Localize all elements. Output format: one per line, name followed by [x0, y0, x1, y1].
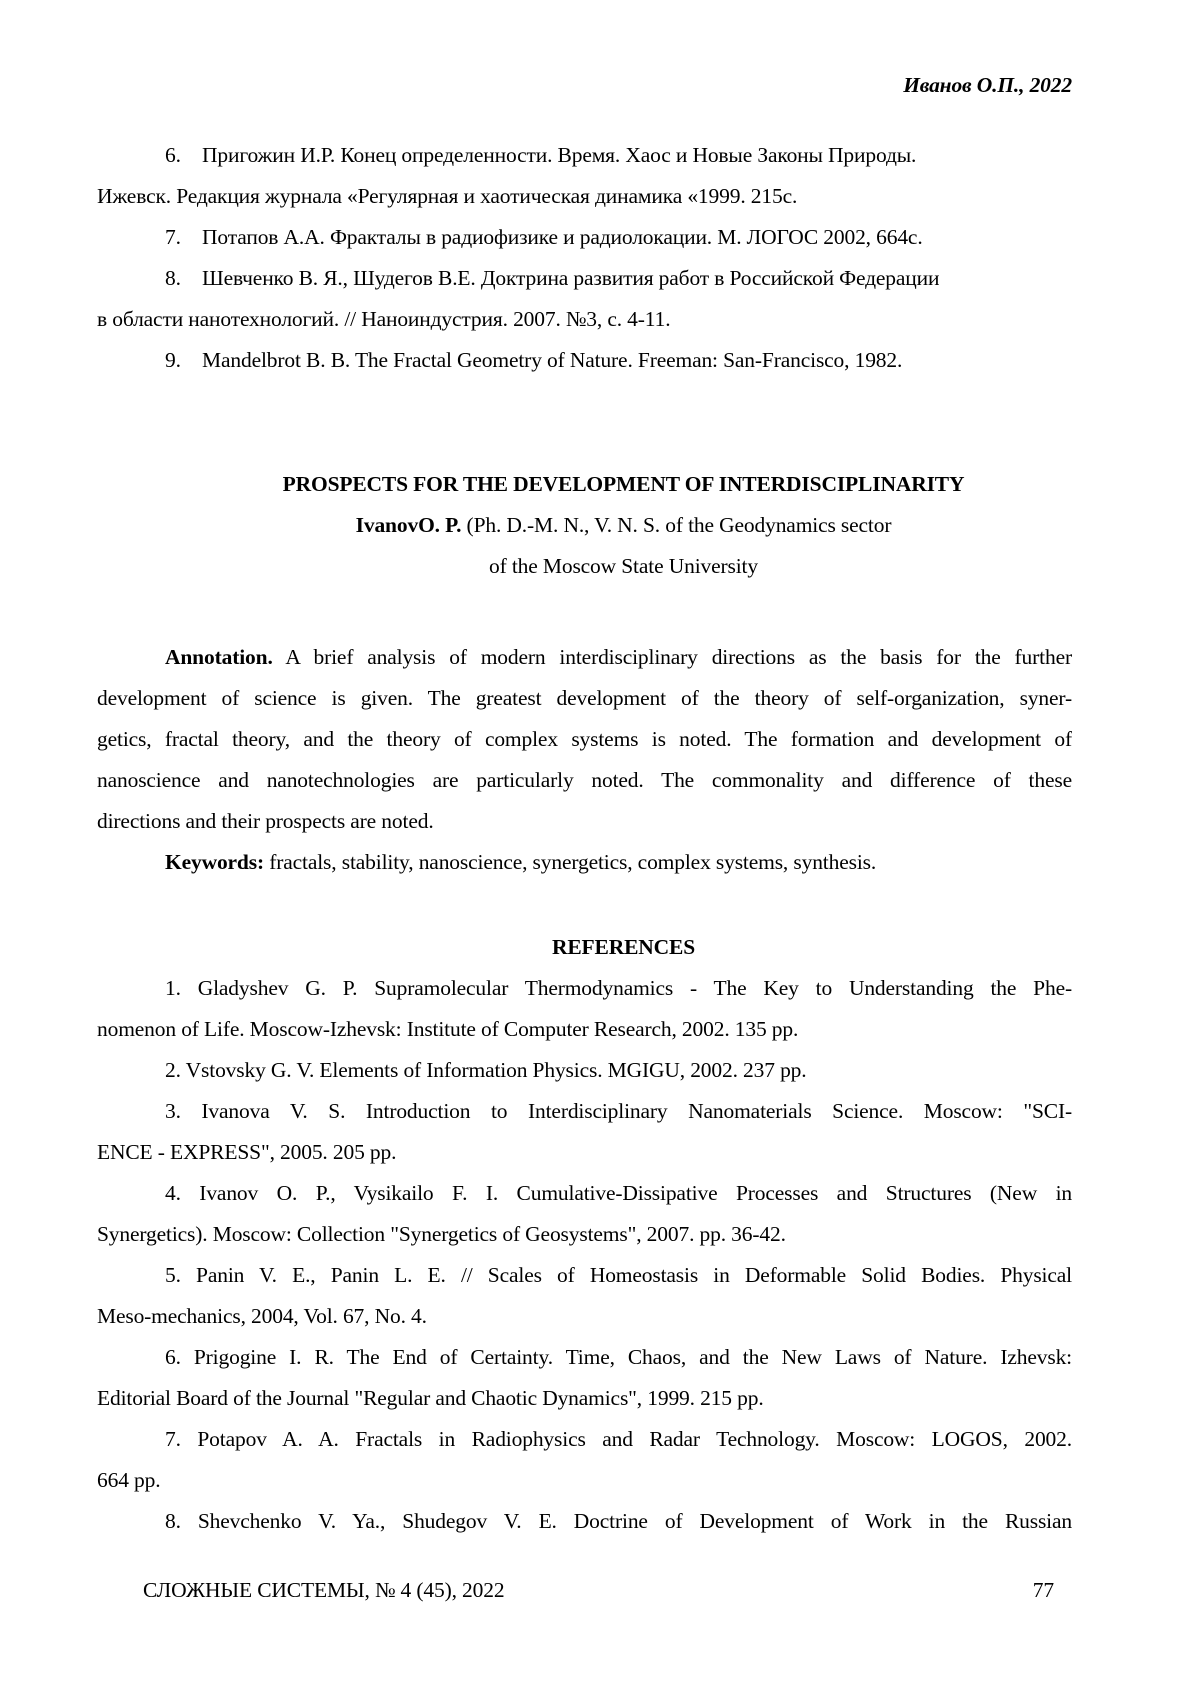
- text-line: REFERENCES: [551, 935, 696, 959]
- footer-journal: СЛОЖНЫЕ СИСТЕМЫ, № 4 (45), 2022: [143, 1578, 505, 1602]
- text-line: nomenon of Life. Moscow-Izhevsk: Institute of Computer Research, 2002. 135 pp.: [97, 1017, 799, 1041]
- header-author: [97, 65, 1072, 106]
- text-line: Editorial Board of the Journal "Regular and Chaotic Dynamics", 1999. 215 pp.: [97, 1386, 764, 1410]
- text-line: of the Moscow State University: [489, 554, 758, 578]
- text-line: Ижевск. Редакция журнала «Регулярная и хаотическая динамика «1999. 215с.: [97, 184, 798, 208]
- article-title-block: [97, 464, 1072, 587]
- english-references-1-8: [97, 968, 1072, 1542]
- text-line: 7. Potapov A. A. Fractals in Radiophysics and Radar Technology. Moscow: LOGOS, 2002.: [165, 1427, 1072, 1451]
- page-footer: [97, 1570, 1072, 1611]
- header-author-text: Иванов О.П., 2022: [903, 73, 1072, 97]
- text-line: 6. Prigogine I. R. The End of Certainty. Time, Chaos, and the New Laws of Nature. Izhevsk:: [165, 1345, 1072, 1369]
- text-line: 7. Потапов А.А. Фракталы в радиофизике и радиолокации. М. ЛОГОС 2002, 664с.: [165, 225, 923, 249]
- text-line: PROSPECTS FOR THE DEVELOPMENT OF INTERDISCIPLINARITY: [282, 472, 965, 496]
- text-line: 6. Пригожин И.Р. Конец определенности. Время. Хаос и Новые Законы Природы.: [165, 143, 917, 167]
- text-line: nanoscience and nanotechnologies are particularly noted. The commonality and difference of these: [97, 768, 1072, 792]
- references-heading: [97, 927, 1072, 968]
- text-line: directions and their prospects are noted.: [97, 809, 434, 833]
- text-line: 3. Ivanova V. S. Introduction to Interdisciplinary Nanomaterials Science. Moscow: "SCI-: [165, 1099, 1072, 1123]
- text-line: getics, fractal theory, and the theory of complex systems is noted. The formation and development of: [97, 727, 1072, 751]
- text-line: Synergetics). Moscow: Collection "Synergetics of Geosystems", 2007. pp. 36-42.: [97, 1222, 786, 1246]
- document-body: [97, 0, 1072, 1696]
- text-line: 1. Gladyshev G. P. Supramolecular Thermodynamics - The Key to Understanding the Phe-: [165, 976, 1072, 1000]
- text-line: 664 pp.: [97, 1468, 161, 1492]
- text-line: 8. Shevchenko V. Ya., Shudegov V. E. Doctrine of Development of Work in the Russian: [165, 1509, 1072, 1533]
- russian-references-6-9: [97, 135, 1072, 381]
- text-line: 2. Vstovsky G. V. Elements of Information Physics. MGIGU, 2002. 237 pp.: [165, 1058, 807, 1082]
- text-line: Keywords: fractals, stability, nanoscience, synergetics, complex systems, synthesis.: [165, 850, 877, 874]
- text-line: 5. Panin V. E., Panin L. E. // Scales of Homeostasis in Deformable Solid Bodies. Physical: [165, 1263, 1072, 1287]
- text-line: development of science is given. The greatest development of the theory of self-organization, syner-: [97, 686, 1072, 710]
- page-number: 77: [1032, 1578, 1054, 1602]
- annotation-keywords-block: [97, 637, 1072, 883]
- text-line: 4. Ivanov O. P., Vysikailo F. I. Cumulative-Dissipative Processes and Structures (New in: [165, 1181, 1072, 1205]
- text-line: ENCE - EXPRESS", 2005. 205 pp.: [97, 1140, 397, 1164]
- text-line: в области нанотехнологий. // Наноиндустрия. 2007. №3, с. 4-11.: [97, 307, 671, 331]
- text-line: Annotation. A brief analysis of modern interdisciplinary directions as the basis for the further: [165, 645, 1072, 669]
- text-line: Meso-mechanics, 2004, Vol. 67, No. 4.: [97, 1304, 427, 1328]
- text-line: IvanovO. P. (Ph. D.-M. N., V. N. S. of the Geodynamics sector: [355, 513, 892, 537]
- text-line: 9. Mandelbrot B. B. The Fractal Geometry of Nature. Freeman: San-Francisco, 1982.: [165, 348, 903, 372]
- text-line: 8. Шевченко В. Я., Шудегов В.Е. Доктрина развития работ в Российской Федерации: [165, 266, 940, 290]
